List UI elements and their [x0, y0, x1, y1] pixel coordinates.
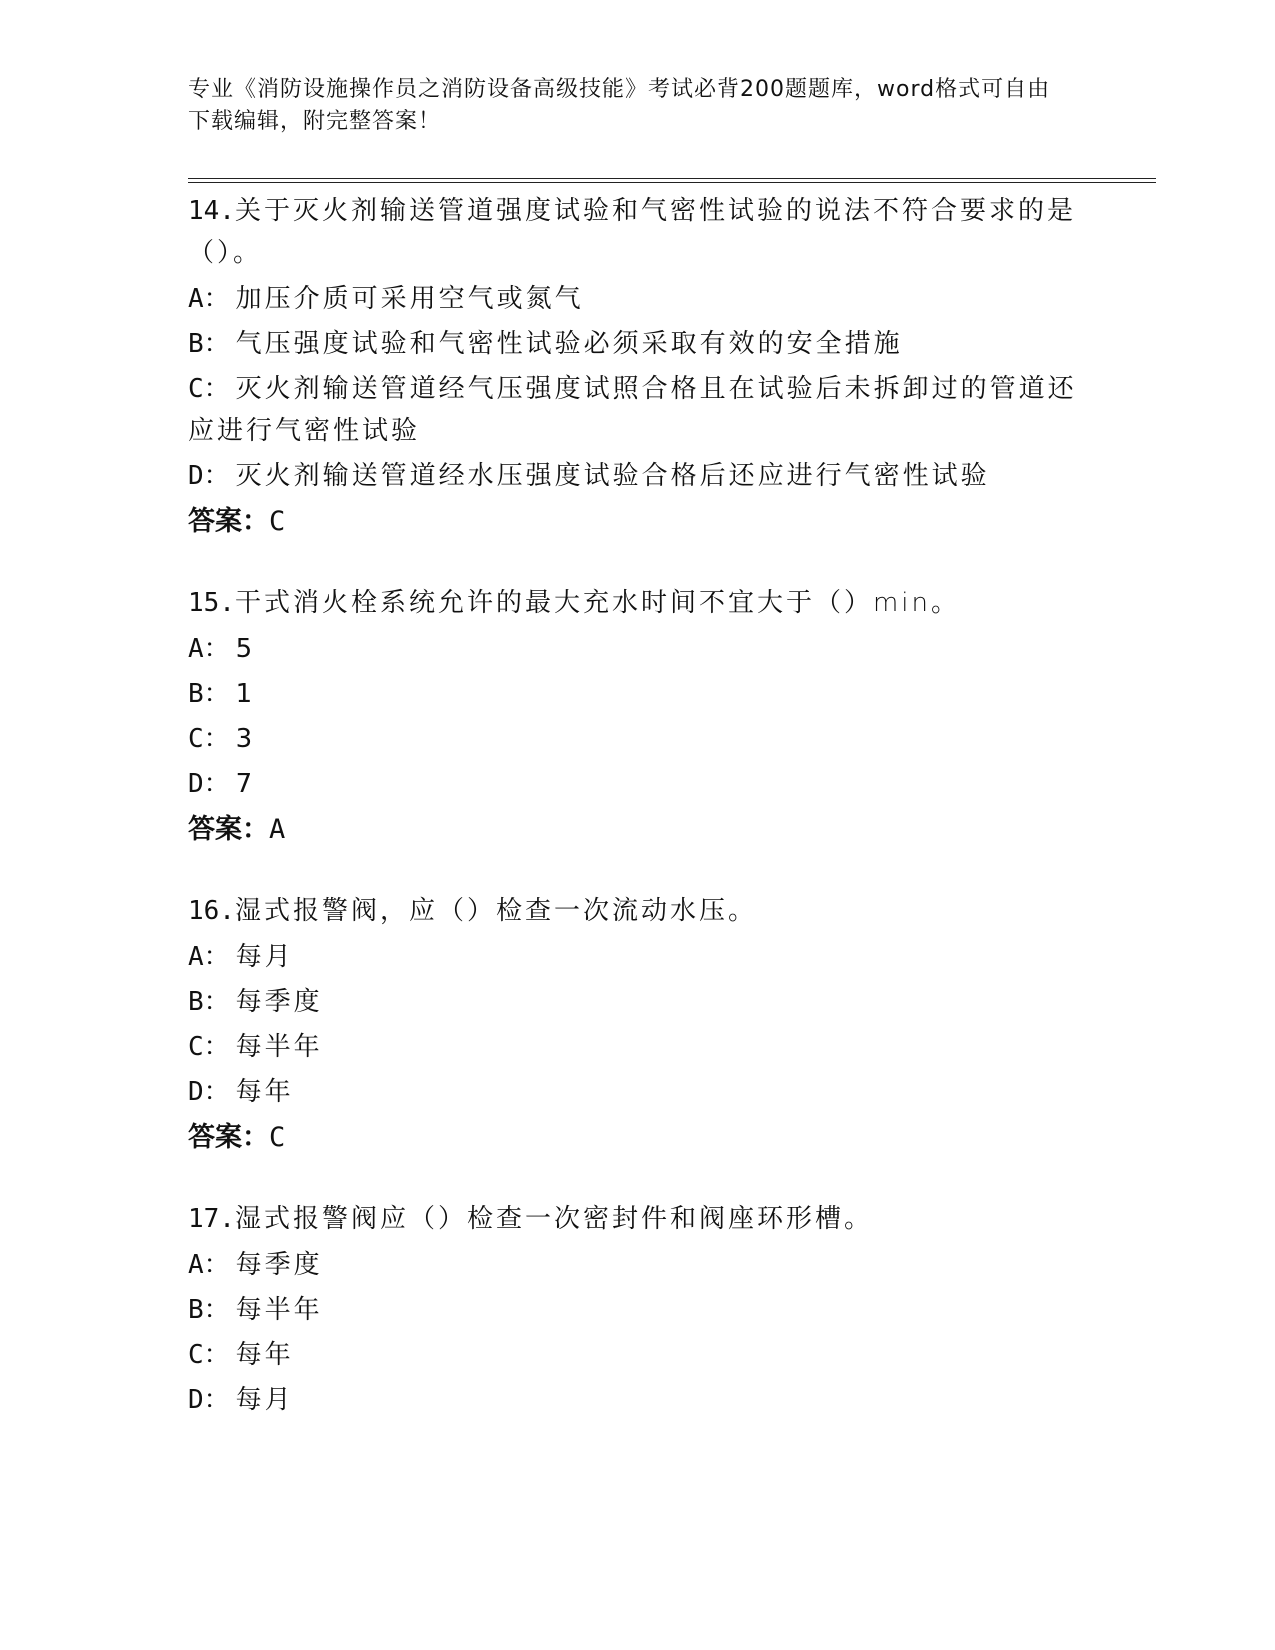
option-key: C： — [188, 724, 230, 754]
question-16 — [188, 890, 1088, 1160]
header-text: 专业《消防设施操作员之消防设备高级技能》考试必背200题题库，word格式可自由下载编辑，附完整答案！ — [188, 77, 1051, 134]
option-key: D： — [188, 1077, 230, 1107]
option-c — [188, 368, 1088, 452]
option-text: 灭火剂输送管道经水压强度试验合格后还应进行气密性试验 — [235, 461, 990, 491]
option-key: C： — [188, 1032, 230, 1062]
answer-label: 答案： — [188, 506, 269, 537]
option-text: 每月 — [235, 942, 294, 972]
option-key: B： — [188, 987, 230, 1017]
option-d — [188, 1379, 1088, 1421]
option-b — [188, 981, 1088, 1023]
option-text: 每季度 — [235, 1250, 323, 1280]
option-key: A： — [188, 1250, 230, 1280]
question-list — [188, 190, 1088, 1459]
option-text: 气压强度试验和气密性试验必须采取有效的安全措施 — [235, 329, 903, 359]
header-double-rule — [188, 178, 1156, 183]
option-a — [188, 628, 1088, 670]
option-text: 5 — [235, 634, 256, 664]
option-text: 每年 — [235, 1077, 294, 1107]
answer — [188, 500, 1088, 544]
option-text: 加压介质可采用空气或氮气 — [235, 284, 584, 314]
option-key: A： — [188, 634, 230, 664]
question-text — [188, 582, 1088, 624]
option-key: D： — [188, 461, 230, 491]
option-text: 3 — [235, 724, 256, 754]
option-text: 每半年 — [235, 1295, 323, 1325]
question-text — [188, 890, 1088, 932]
option-text: 灭火剂输送管道经气压强度试照合格且在试验后未拆卸过的管道还应进行气密性试验 — [188, 374, 1077, 446]
question-number: 15. — [188, 588, 235, 618]
option-a — [188, 936, 1088, 978]
option-key: B： — [188, 679, 230, 709]
option-a — [188, 278, 1088, 320]
option-c — [188, 1334, 1088, 1376]
document-header — [188, 74, 1068, 138]
option-key: B： — [188, 1295, 230, 1325]
option-b — [188, 1289, 1088, 1331]
option-text: 7 — [235, 769, 256, 799]
option-c — [188, 718, 1088, 760]
option-key: A： — [188, 284, 230, 314]
question-14 — [188, 190, 1088, 544]
question-number: 14. — [188, 196, 235, 226]
option-d — [188, 455, 1088, 497]
option-key: C： — [188, 374, 230, 404]
answer-label: 答案： — [188, 1122, 269, 1153]
answer — [188, 1116, 1088, 1160]
option-key: C： — [188, 1340, 230, 1370]
option-d — [188, 763, 1088, 805]
answer — [188, 808, 1088, 852]
question-15 — [188, 582, 1088, 852]
option-text: 每月 — [235, 1385, 294, 1415]
option-a — [188, 1244, 1088, 1286]
option-c — [188, 1026, 1088, 1068]
option-b — [188, 673, 1088, 715]
question-text — [188, 1198, 1088, 1240]
question-stem: 干式消火栓系统允许的最大充水时间不宜大于（）min。 — [234, 588, 960, 618]
option-text: 每半年 — [235, 1032, 323, 1062]
question-number: 17. — [188, 1204, 235, 1234]
answer-value: C — [269, 1122, 286, 1153]
question-17 — [188, 1198, 1088, 1421]
option-key: B： — [188, 329, 230, 359]
answer-label: 答案： — [188, 814, 269, 845]
option-text: 每季度 — [235, 987, 323, 1017]
answer-value: A — [269, 814, 286, 845]
answer-value: C — [269, 506, 286, 537]
question-stem: 湿式报警阀，应（）检查一次流动水压。 — [234, 896, 757, 926]
question-stem: 湿式报警阀应（）检查一次密封件和阀座环形槽。 — [234, 1204, 873, 1234]
question-stem: 关于灭火剂输送管道强度试验和气密性试验的说法不符合要求的是（）。 — [188, 196, 1076, 268]
option-text: 每年 — [235, 1340, 294, 1370]
question-text — [188, 190, 1088, 274]
option-key: D： — [188, 1385, 230, 1415]
question-number: 16. — [188, 896, 235, 926]
option-text: 1 — [235, 679, 256, 709]
option-b — [188, 323, 1088, 365]
option-key: D： — [188, 769, 230, 799]
option-d — [188, 1071, 1088, 1113]
option-key: A： — [188, 942, 230, 972]
